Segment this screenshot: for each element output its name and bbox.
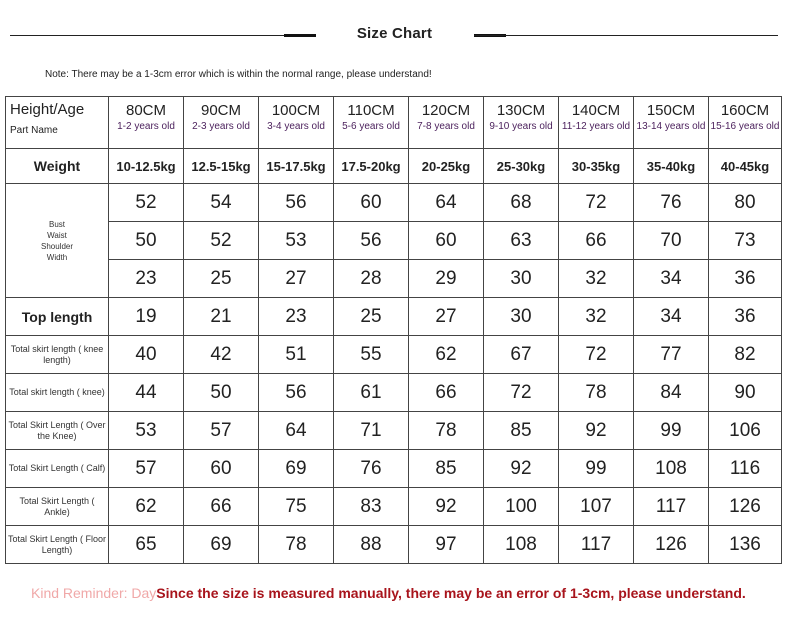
waist-cell: 52: [184, 222, 259, 260]
skirt-knee-cell: 72: [484, 374, 559, 412]
waist-row: [6, 222, 782, 260]
top-length-cell: 19: [109, 298, 184, 336]
skirt-floor-row: [6, 526, 782, 564]
skirt-floor-label: Total Skirt Length ( Floor Length): [6, 526, 109, 564]
skirt-floor-cell: 126: [634, 526, 709, 564]
skirt-knee-length-cell: 42: [184, 336, 259, 374]
shoulder-label: Shoulder: [40, 241, 74, 251]
skirt-knee-length-cell: 62: [409, 336, 484, 374]
age-cell: 3-4 years old: [259, 120, 334, 149]
waist-cell: 70: [634, 222, 709, 260]
weight-cell: 20-25kg: [409, 149, 484, 184]
bust-waist-shoulder-label: [6, 184, 109, 298]
waist-cell: 66: [559, 222, 634, 260]
skirt-ankle-cell: 117: [634, 488, 709, 526]
shoulder-cell: 34: [634, 260, 709, 298]
top-length-cell: 34: [634, 298, 709, 336]
size-cell: 140CM: [559, 97, 634, 121]
skirt-ankle-cell: 75: [259, 488, 334, 526]
shoulder-cell: 30: [484, 260, 559, 298]
bust-cell: 54: [184, 184, 259, 222]
skirt-calf-cell: 60: [184, 450, 259, 488]
bust-cell: 68: [484, 184, 559, 222]
age-cell: 9-10 years old: [484, 120, 559, 149]
bust-row: [6, 184, 782, 222]
size-header-row: [6, 97, 782, 121]
skirt-over-knee-cell: 64: [259, 412, 334, 450]
size-cell: 90CM: [184, 97, 259, 121]
skirt-ankle-cell: 62: [109, 488, 184, 526]
page-title: Size Chart: [356, 25, 433, 42]
skirt-floor-cell: 88: [334, 526, 409, 564]
header-label-cell: [6, 97, 109, 149]
top-length-cell: 36: [709, 298, 782, 336]
age-cell: 7-8 years old: [409, 120, 484, 149]
skirt-knee-label: Total skirt length ( knee): [6, 374, 109, 412]
age-cell: 5-6 years old: [334, 120, 409, 149]
skirt-knee-cell: 78: [559, 374, 634, 412]
size-cell: 160CM: [709, 97, 782, 121]
skirt-knee-cell: 90: [709, 374, 782, 412]
weight-row: [6, 149, 782, 184]
skirt-ankle-label: Total Skirt Length ( Ankle): [6, 488, 109, 526]
waist-cell: 50: [109, 222, 184, 260]
size-cell: 130CM: [484, 97, 559, 121]
weight-cell: 17.5-20kg: [334, 149, 409, 184]
waist-cell: 56: [334, 222, 409, 260]
skirt-over-knee-cell: 78: [409, 412, 484, 450]
part-name-label: Part Name: [10, 125, 58, 136]
skirt-calf-label: Total Skirt Length ( Calf): [6, 450, 109, 488]
weight-cell: 15-17.5kg: [259, 149, 334, 184]
skirt-ankle-cell: 126: [709, 488, 782, 526]
size-cell: 110CM: [334, 97, 409, 121]
skirt-calf-cell: 99: [559, 450, 634, 488]
skirt-calf-cell: 76: [334, 450, 409, 488]
skirt-ankle-cell: 83: [334, 488, 409, 526]
weight-cell: 30-35kg: [559, 149, 634, 184]
shoulder-cell: 23: [109, 260, 184, 298]
skirt-knee-length-label: Total skirt length ( knee length): [6, 336, 109, 374]
weight-cell: 25-30kg: [484, 149, 559, 184]
weight-cell: 40-45kg: [709, 149, 782, 184]
skirt-floor-cell: 78: [259, 526, 334, 564]
skirt-over-knee-cell: 92: [559, 412, 634, 450]
skirt-knee-row: [6, 374, 782, 412]
skirt-ankle-row: [6, 488, 782, 526]
skirt-ankle-cell: 107: [559, 488, 634, 526]
skirt-knee-length-cell: 40: [109, 336, 184, 374]
skirt-knee-length-cell: 72: [559, 336, 634, 374]
skirt-over-knee-cell: 99: [634, 412, 709, 450]
height-age-label: Height/Age: [10, 101, 85, 118]
weight-cell: 35-40kg: [634, 149, 709, 184]
top-length-cell: 27: [409, 298, 484, 336]
shoulder-row: [6, 260, 782, 298]
size-chart-table: [5, 96, 782, 564]
size-cell: 100CM: [259, 97, 334, 121]
skirt-over-knee-label: Total Skirt Length ( Over the Knee): [6, 412, 109, 450]
top-length-cell: 32: [559, 298, 634, 336]
skirt-ankle-cell: 92: [409, 488, 484, 526]
skirt-knee-length-cell: 67: [484, 336, 559, 374]
weight-cell: 10-12.5kg: [109, 149, 184, 184]
skirt-calf-cell: 69: [259, 450, 334, 488]
waist-cell: 60: [409, 222, 484, 260]
weight-label: Weight: [6, 149, 109, 184]
waist-cell: 73: [709, 222, 782, 260]
skirt-over-knee-cell: 85: [484, 412, 559, 450]
skirt-floor-cell: 136: [709, 526, 782, 564]
kind-reminder: [31, 585, 746, 601]
skirt-floor-cell: 117: [559, 526, 634, 564]
skirt-calf-cell: 85: [409, 450, 484, 488]
top-length-cell: 21: [184, 298, 259, 336]
skirt-knee-length-cell: 77: [634, 336, 709, 374]
reminder-prefix: Kind Reminder: Day: [31, 585, 157, 601]
shoulder-cell: 27: [259, 260, 334, 298]
skirt-knee-length-cell: 82: [709, 336, 782, 374]
skirt-knee-cell: 84: [634, 374, 709, 412]
age-cell: 13-14 years old: [634, 120, 709, 149]
waist-label: Waist: [47, 230, 67, 240]
skirt-knee-cell: 66: [409, 374, 484, 412]
skirt-knee-cell: 44: [109, 374, 184, 412]
skirt-over-knee-cell: 71: [334, 412, 409, 450]
skirt-knee-cell: 61: [334, 374, 409, 412]
age-cell: 15-16 years old: [709, 120, 782, 149]
skirt-over-knee-cell: 57: [184, 412, 259, 450]
shoulder-cell: 29: [409, 260, 484, 298]
age-cell: 1-2 years old: [109, 120, 184, 149]
age-cell: 11-12 years old: [559, 120, 634, 149]
skirt-floor-cell: 97: [409, 526, 484, 564]
weight-cell: 12.5-15kg: [184, 149, 259, 184]
top-length-label: Top length: [6, 298, 109, 336]
shoulder-cell: 25: [184, 260, 259, 298]
skirt-knee-cell: 50: [184, 374, 259, 412]
skirt-knee-cell: 56: [259, 374, 334, 412]
waist-cell: 53: [259, 222, 334, 260]
skirt-knee-length-row: [6, 336, 782, 374]
size-cell: 150CM: [634, 97, 709, 121]
skirt-knee-length-cell: 51: [259, 336, 334, 374]
bust-label: Bust: [48, 219, 65, 229]
skirt-calf-row: [6, 450, 782, 488]
bust-cell: 80: [709, 184, 782, 222]
top-length-cell: 25: [334, 298, 409, 336]
reminder-text: Since the size is measured manually, there may be an error of 1-3cm, please understand.: [156, 585, 746, 601]
bust-cell: 64: [409, 184, 484, 222]
size-cell: 120CM: [409, 97, 484, 121]
shoulder-cell: 32: [559, 260, 634, 298]
bust-cell: 56: [259, 184, 334, 222]
size-cell: 80CM: [109, 97, 184, 121]
age-header-row: [6, 120, 782, 149]
skirt-ankle-cell: 66: [184, 488, 259, 526]
skirt-knee-length-cell: 55: [334, 336, 409, 374]
skirt-calf-cell: 92: [484, 450, 559, 488]
skirt-floor-cell: 69: [184, 526, 259, 564]
skirt-calf-cell: 116: [709, 450, 782, 488]
bust-cell: 76: [634, 184, 709, 222]
title-line-right: [474, 35, 778, 36]
age-cell: 2-3 years old: [184, 120, 259, 149]
error-note: Note: There may be a 1-3cm error which is within the normal range, please understand!: [45, 69, 432, 80]
bust-cell: 72: [559, 184, 634, 222]
skirt-calf-cell: 108: [634, 450, 709, 488]
shoulder-cell: 28: [334, 260, 409, 298]
waist-cell: 63: [484, 222, 559, 260]
width-label: Width: [46, 252, 68, 262]
skirt-calf-cell: 57: [109, 450, 184, 488]
skirt-floor-cell: 108: [484, 526, 559, 564]
top-length-cell: 30: [484, 298, 559, 336]
top-length-row: [6, 298, 782, 336]
bust-cell: 60: [334, 184, 409, 222]
shoulder-cell: 36: [709, 260, 782, 298]
skirt-ankle-cell: 100: [484, 488, 559, 526]
skirt-over-knee-cell: 106: [709, 412, 782, 450]
top-length-cell: 23: [259, 298, 334, 336]
bust-cell: 52: [109, 184, 184, 222]
skirt-over-knee-row: [6, 412, 782, 450]
skirt-floor-cell: 65: [109, 526, 184, 564]
skirt-over-knee-cell: 53: [109, 412, 184, 450]
